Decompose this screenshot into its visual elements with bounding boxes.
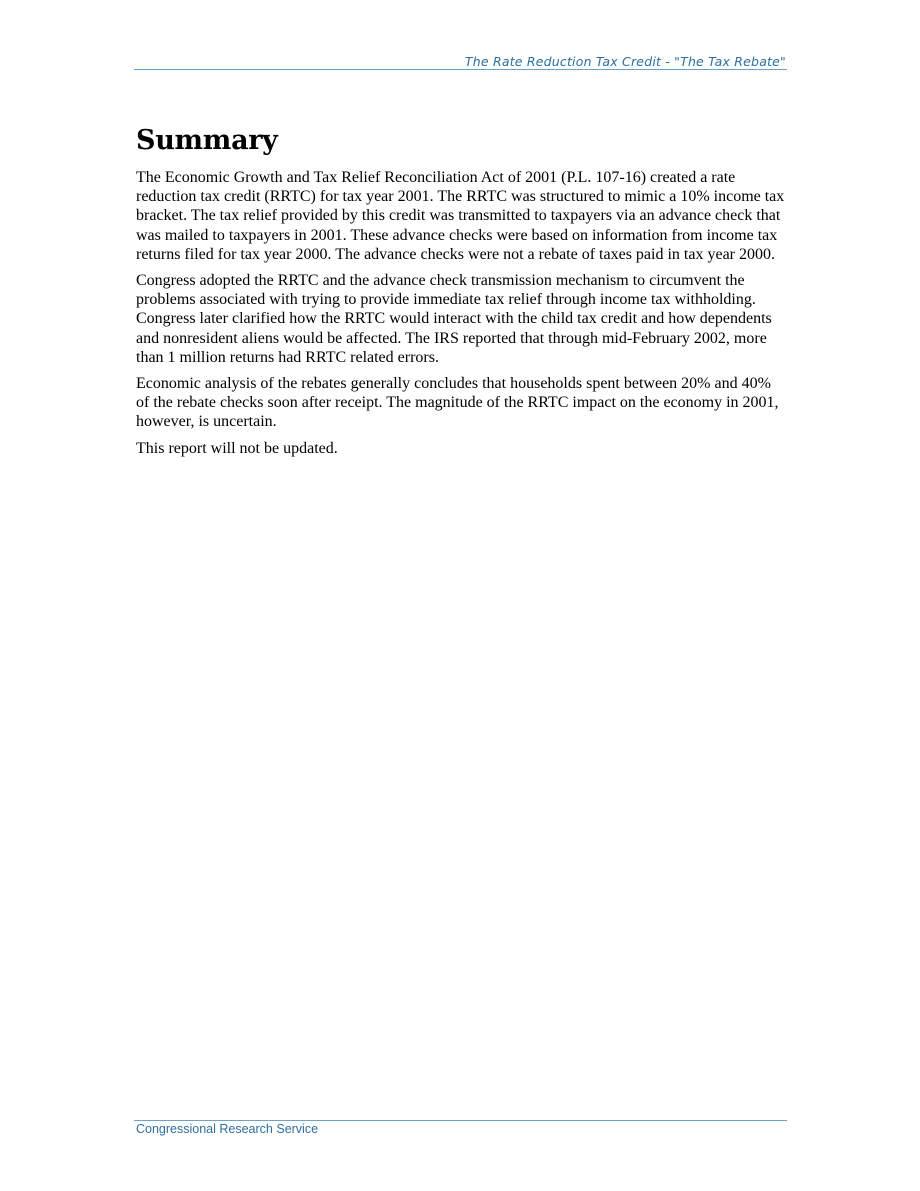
document-body — [136, 122, 786, 465]
summary-paragraph-2: Congress adopted the RRTC and the advance check transmission mechanism to circumvent the problems associated with trying to provide immediate tax relief through income tax withholding. Congress later clarified how the RRTC would interact with the child tax credit and how dependents and nonresident aliens would be affected. The IRS reported that through mid-February 2002, more than 1 million returns had RRTC related errors. — [136, 272, 772, 366]
summary-paragraph-4: This report will not be updated. — [136, 439, 338, 457]
footer-publisher: Congressional Research Service — [136, 1122, 319, 1136]
footer-rule — [134, 1120, 787, 1121]
header-rule — [134, 69, 787, 70]
running-header: The Rate Reduction Tax Credit - "The Tax Rebate" — [464, 54, 786, 69]
summary-paragraph-1: The Economic Growth and Tax Relief Reconciliation Act of 2001 (P.L. 107-16) created a rate reduction tax credit (RRTC) for tax year 2001. The RRTC was structured to mimic a 10% income tax bracket. The tax relief provided by this credit was transmitted to taxpayers via an advance check that was mailed to taxpayers in 2001. These advance checks were based on information from income tax returns filed for tax year 2000. The advance checks were not a rebate of taxes paid in tax year 2000. — [136, 169, 785, 263]
page-title: Summary — [136, 125, 278, 156]
summary-paragraph-3: Economic analysis of the rebates generally concludes that households spent between 20% and 40% of the rebate checks soon after receipt. The magnitude of the RRTC impact on the economy in 2001, however, is uncertain. — [136, 375, 779, 431]
